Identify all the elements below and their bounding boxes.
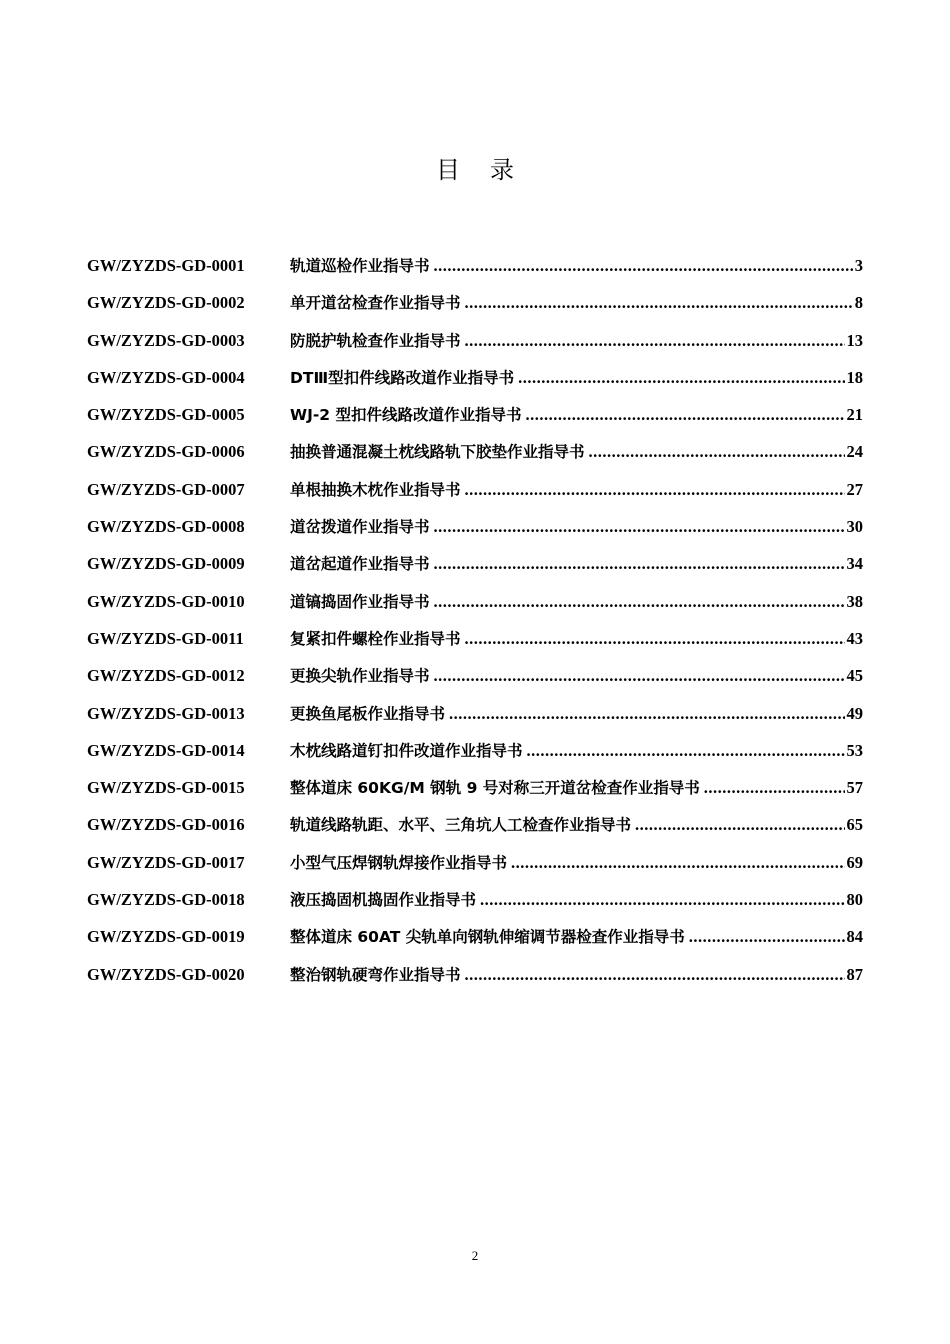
toc-entry-code: GW/ZYZDS-GD-0009 [87,554,245,574]
toc-entry-page: 43 [846,628,863,648]
toc-entry-page: 87 [846,964,863,984]
toc-entry-page: 13 [846,330,863,350]
toc-entry-code: GW/ZYZDS-GD-0017 [87,852,245,872]
toc-entry-title: 道岔拨道作业指导书 [290,518,430,537]
toc-leader-dots [465,475,845,505]
table-of-contents [87,251,863,997]
toc-leader-dots [704,773,845,803]
toc-entry-page: 3 [854,256,863,275]
toc-entry[interactable] [87,475,863,512]
toc-entry[interactable] [87,773,863,810]
toc-entry-code: GW/ZYZDS-GD-0012 [87,666,245,686]
toc-entry[interactable] [87,326,863,363]
toc-entry-title: 单开道岔检查作业指导书 [290,294,461,313]
toc-entry-title: 轨道线路轨距、水平、三角坑人工检查作业指导书 [290,816,632,835]
toc-entry[interactable] [87,437,863,474]
toc-entry-code: GW/ZYZDS-GD-0003 [87,330,245,350]
toc-entry-title: DTⅢ型扣件线路改道作业指导书 [290,368,515,387]
toc-entry-title: 轨道巡检作业指导书 [290,257,430,275]
toc-leader-dots [434,587,845,617]
toc-entry[interactable] [87,960,863,997]
toc-entry[interactable] [87,400,863,437]
toc-entry-page: 65 [846,815,863,835]
toc-entry-page: 69 [846,852,863,872]
toc-entry-code: GW/ZYZDS-GD-0018 [87,890,245,910]
toc-leader-dots [525,400,844,430]
toc-entry-page: 84 [846,927,863,947]
toc-entry-code: GW/ZYZDS-GD-0005 [87,405,245,425]
toc-entry-page: 45 [846,666,863,686]
toc-entry-page: 8 [854,293,863,313]
toc-entry-title: 整体道床 60AT 尖轨单向钢轨伸缩调节器检查作业指导书 [290,928,685,947]
toc-entry-page: 18 [846,367,863,387]
toc-entry[interactable] [87,288,863,325]
toc-entry-title: 抽换普通混凝土枕线路轨下胶垫作业指导书 [290,443,585,462]
toc-entry-code: GW/ZYZDS-GD-0008 [87,517,245,537]
toc-entry-code: GW/ZYZDS-GD-0001 [87,256,245,275]
toc-entry[interactable] [87,624,863,661]
toc-entry-code: GW/ZYZDS-GD-0019 [87,927,245,947]
toc-entry[interactable] [87,699,863,736]
toc-entry-title: 道岔起道作业指导书 [290,555,430,574]
toc-entry-page: 57 [846,778,863,798]
toc-entry[interactable] [87,512,863,549]
toc-leader-dots [480,885,844,915]
toc-leader-dots [689,922,845,952]
toc-leader-dots [465,960,845,990]
toc-entry-code: GW/ZYZDS-GD-0004 [87,367,245,387]
toc-entry-page: 53 [846,740,863,760]
page-number: 2 [471,1248,479,1263]
toc-entry[interactable] [87,251,863,288]
toc-entry[interactable] [87,587,863,624]
toc-entry-title: 液压捣固机捣固作业指导书 [290,891,477,910]
toc-entry-title: 整体道床 60KG/M 钢轨 9 号对称三开道岔检查作业指导书 [290,779,700,798]
toc-entry-title: WJ-2 型扣件线路改道作业指导书 [290,406,522,425]
toc-leader-dots [465,624,845,654]
toc-entry[interactable] [87,549,863,586]
toc-leader-dots [434,512,845,542]
toc-entry-code: GW/ZYZDS-GD-0015 [87,778,245,798]
toc-entry[interactable] [87,661,863,698]
page-title-char-2: 录 [490,156,514,184]
page-title [0,150,950,185]
toc-leader-dots [511,848,844,878]
toc-entry-title: 防脱护轨检查作业指导书 [290,331,461,350]
toc-leader-dots [527,736,845,766]
toc-leader-dots [449,699,844,729]
toc-entry-page: 49 [846,703,863,723]
toc-entry-page: 24 [846,442,863,462]
toc-entry-page: 80 [846,890,863,910]
toc-leader-dots [465,326,845,356]
toc-entry-code: GW/ZYZDS-GD-0002 [87,293,245,313]
toc-entry-page: 34 [846,554,863,574]
toc-entry[interactable] [87,885,863,922]
page-title-char-1: 目 [436,156,460,184]
toc-leader-dots [518,363,844,393]
toc-entry-code: GW/ZYZDS-GD-0011 [87,628,244,648]
toc-entry-code: GW/ZYZDS-GD-0020 [87,964,245,984]
toc-leader-dots [434,661,845,691]
toc-entry-title: 小型气压焊钢轨焊接作业指导书 [290,853,508,872]
toc-entry-title: 更换尖轨作业指导书 [290,667,430,686]
toc-entry-page: 38 [846,591,863,611]
toc-entry-title: 更换鱼尾板作业指导书 [290,704,446,723]
toc-entry-code: GW/ZYZDS-GD-0013 [87,703,245,723]
toc-entry-title: 复紧扣件螺栓作业指导书 [290,629,461,648]
toc-entry[interactable] [87,363,863,400]
toc-leader-dots [434,251,853,281]
toc-entry-code: GW/ZYZDS-GD-0010 [87,591,245,611]
toc-entry-page: 27 [846,479,863,499]
toc-entry-title: 道镐捣固作业指导书 [290,592,430,611]
toc-entry[interactable] [87,810,863,847]
toc-leader-dots [589,437,845,467]
toc-leader-dots [465,288,853,318]
toc-entry[interactable] [87,922,863,959]
toc-entry[interactable] [87,848,863,885]
toc-leader-dots [635,810,844,840]
toc-entry-title: 单根抽换木枕作业指导书 [290,480,461,499]
toc-entry-title: 木枕线路道钉扣件改道作业指导书 [290,741,523,760]
toc-entry[interactable] [87,736,863,773]
toc-entry-title: 整治钢轨硬弯作业指导书 [290,965,461,984]
toc-entry-code: GW/ZYZDS-GD-0016 [87,815,245,835]
toc-leader-dots [434,549,845,579]
toc-entry-code: GW/ZYZDS-GD-0006 [87,442,245,462]
toc-entry-page: 21 [846,405,863,425]
toc-entry-code: GW/ZYZDS-GD-0014 [87,740,245,760]
toc-entry-page: 30 [846,517,863,537]
toc-entry-code: GW/ZYZDS-GD-0007 [87,479,245,499]
